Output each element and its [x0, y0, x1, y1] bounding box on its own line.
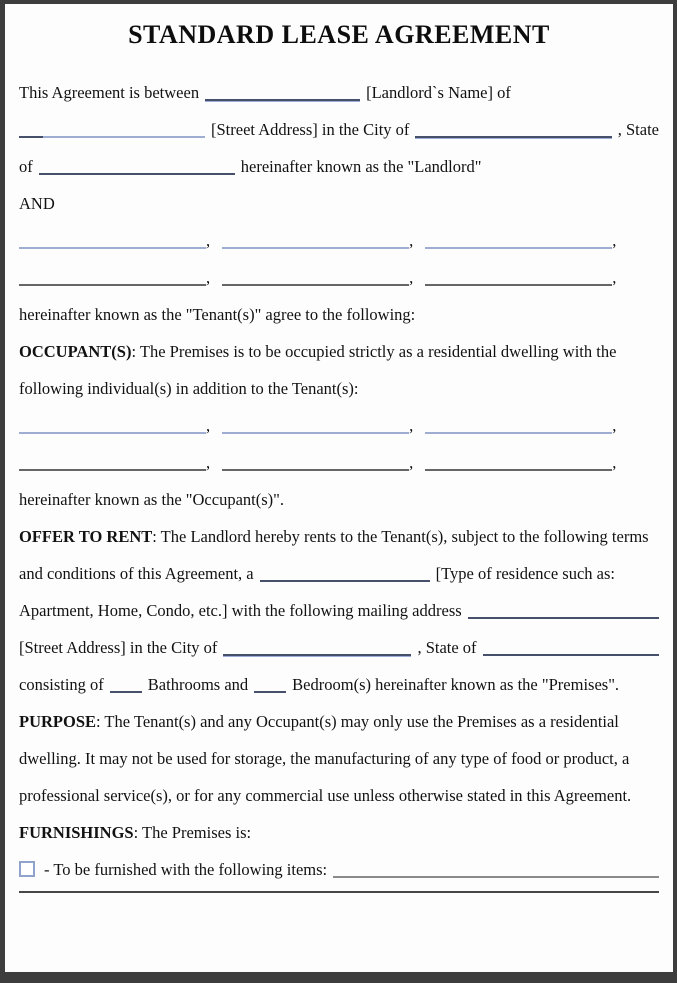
- state-label: , State: [617, 120, 659, 139]
- and-text: AND: [19, 194, 55, 213]
- intro-line-2: [19, 111, 659, 148]
- occupant-blank-group: [222, 444, 413, 481]
- comma: ,: [206, 416, 211, 435]
- offer-line-1-text: : The Landlord hereby rents to the Tenant(s), subject to the following terms: [152, 527, 649, 546]
- occupant-known-as-line: [19, 481, 659, 518]
- tenant-name-blank: [19, 284, 206, 286]
- furnished-option-label: - To be furnished with the following items:: [44, 860, 328, 879]
- tenant-name-blank: [222, 284, 409, 286]
- occupant-known-as-text: hereinafter known as the "Occupant(s)".: [19, 490, 284, 509]
- city-blank: [415, 136, 611, 138]
- document-page: [5, 4, 673, 972]
- tenant-blank-group: [425, 259, 616, 296]
- occupant-blank-group: [425, 407, 616, 444]
- occupant-name-blank: [425, 469, 612, 471]
- occupant-name-blank: [222, 432, 409, 434]
- occupant-name-blank: [222, 469, 409, 471]
- comma: ,: [206, 231, 211, 250]
- tenant-known-as-text: hereinafter known as the "Tenant(s)" agree to the following:: [19, 305, 416, 324]
- intro-line-1-text: This Agreement is between: [19, 83, 200, 102]
- offer-street-address-label: [Street Address] in the City of: [19, 638, 218, 657]
- furnishings-items-blank-continued-line: [19, 888, 659, 890]
- comma: ,: [409, 268, 414, 287]
- tenant-blank-row-2: [19, 259, 659, 296]
- purpose-heading: PURPOSE: [19, 712, 97, 731]
- tenant-blank-group: [19, 222, 210, 259]
- occupant-name-blank: [425, 432, 612, 434]
- occupant-blank-row-1: [19, 407, 659, 444]
- tenant-known-as-line: [19, 296, 659, 333]
- tenant-name-blank: [222, 247, 409, 249]
- furnishings-heading: FURNISHINGS: [19, 823, 134, 842]
- tenant-blank-group: [19, 259, 210, 296]
- purpose-body: : The Tenant(s) and any Occupant(s) may only use the Premises as a residential dwelling. It may not be used for storage, the manufacturing of any type of food or product, a professional service(s), or for any commercial use unless otherwise stated in this Agreement.: [19, 712, 632, 805]
- furnished-option-line: [19, 851, 659, 888]
- residence-type-blank: [260, 580, 430, 582]
- offer-line-2: [19, 555, 659, 592]
- offer-state-label: , State of: [417, 638, 477, 657]
- state-of-text: of: [19, 157, 33, 176]
- offer-heading: OFFER TO RENT: [19, 527, 153, 546]
- occupant-blank-row-2: [19, 444, 659, 481]
- street-address-label: [Street Address] in the City of: [211, 120, 410, 139]
- tenant-blank-group: [222, 259, 413, 296]
- offer-line-3-text: Apartment, Home, Condo, etc.] with the following mailing address: [19, 601, 462, 620]
- offer-line-3: [19, 592, 659, 629]
- offer-line-2-text: and conditions of this Agreement, a: [19, 564, 254, 583]
- tenant-blank-group: [425, 222, 616, 259]
- tenant-blank-group: [222, 222, 413, 259]
- occupant-blank-group: [19, 444, 210, 481]
- premises-known-as-text: Bedroom(s) hereinafter known as the "Premises".: [292, 675, 620, 694]
- street-address-blank: [43, 136, 205, 138]
- offer-city-blank: [223, 654, 411, 656]
- offer-line-5: [19, 666, 659, 703]
- page-title: STANDARD LEASE AGREEMENT: [128, 20, 550, 49]
- tenant-blank-row-1: [19, 222, 659, 259]
- state-blank: [39, 173, 235, 175]
- offer-line-1: [19, 518, 659, 555]
- offer-line-4: [19, 629, 659, 666]
- lease-agreement-document: [5, 18, 673, 890]
- occupants-heading: OCCUPANT(S): [19, 342, 132, 361]
- intro-line-1: [19, 74, 659, 111]
- landlord-name-label: [Landlord`s Name] of: [366, 83, 511, 102]
- comma: ,: [612, 268, 617, 287]
- purpose-paragraph: [19, 703, 659, 814]
- comma: ,: [409, 453, 414, 472]
- comma: ,: [612, 453, 617, 472]
- mailing-address-blank: [468, 617, 659, 619]
- tenant-name-blank: [425, 247, 612, 249]
- comma: ,: [206, 453, 211, 472]
- occupant-name-blank: [19, 469, 206, 471]
- tenant-name-blank: [19, 247, 206, 249]
- landlord-known-as-text: hereinafter known as the "Landlord": [240, 157, 482, 176]
- occupant-blank-group: [425, 444, 616, 481]
- comma: ,: [612, 231, 617, 250]
- comma: ,: [206, 268, 211, 287]
- comma: ,: [409, 416, 414, 435]
- bathrooms-label: Bathrooms and: [147, 675, 249, 694]
- furnishings-items-blank-continued: [19, 891, 659, 893]
- landlord-name-blank: [205, 99, 360, 101]
- street-address-blank-start: [19, 136, 43, 138]
- and-label: [19, 185, 659, 222]
- tenant-name-blank: [425, 284, 612, 286]
- occupant-name-blank: [19, 432, 206, 434]
- intro-line-3: [19, 148, 659, 185]
- occupants-paragraph: [19, 333, 659, 407]
- occupant-blank-group: [222, 407, 413, 444]
- furnishings-items-blank: [333, 876, 659, 878]
- occupants-body: : The Premises is to be occupied strictly as a residential dwelling with the following individual(s) in addition to the Tenant(s):: [19, 342, 617, 398]
- occupant-blank-group: [19, 407, 210, 444]
- bathrooms-blank: [110, 691, 142, 693]
- consisting-of-text: consisting of: [19, 675, 104, 694]
- furnishings-line: [19, 814, 659, 851]
- furnishings-body: : The Premises is:: [133, 823, 252, 842]
- furnished-checkbox[interactable]: [19, 861, 35, 877]
- bedrooms-blank: [254, 691, 286, 693]
- offer-state-blank: [483, 654, 659, 656]
- comma: ,: [409, 231, 414, 250]
- comma: ,: [612, 416, 617, 435]
- residence-type-label: [Type of residence such as:: [435, 564, 615, 583]
